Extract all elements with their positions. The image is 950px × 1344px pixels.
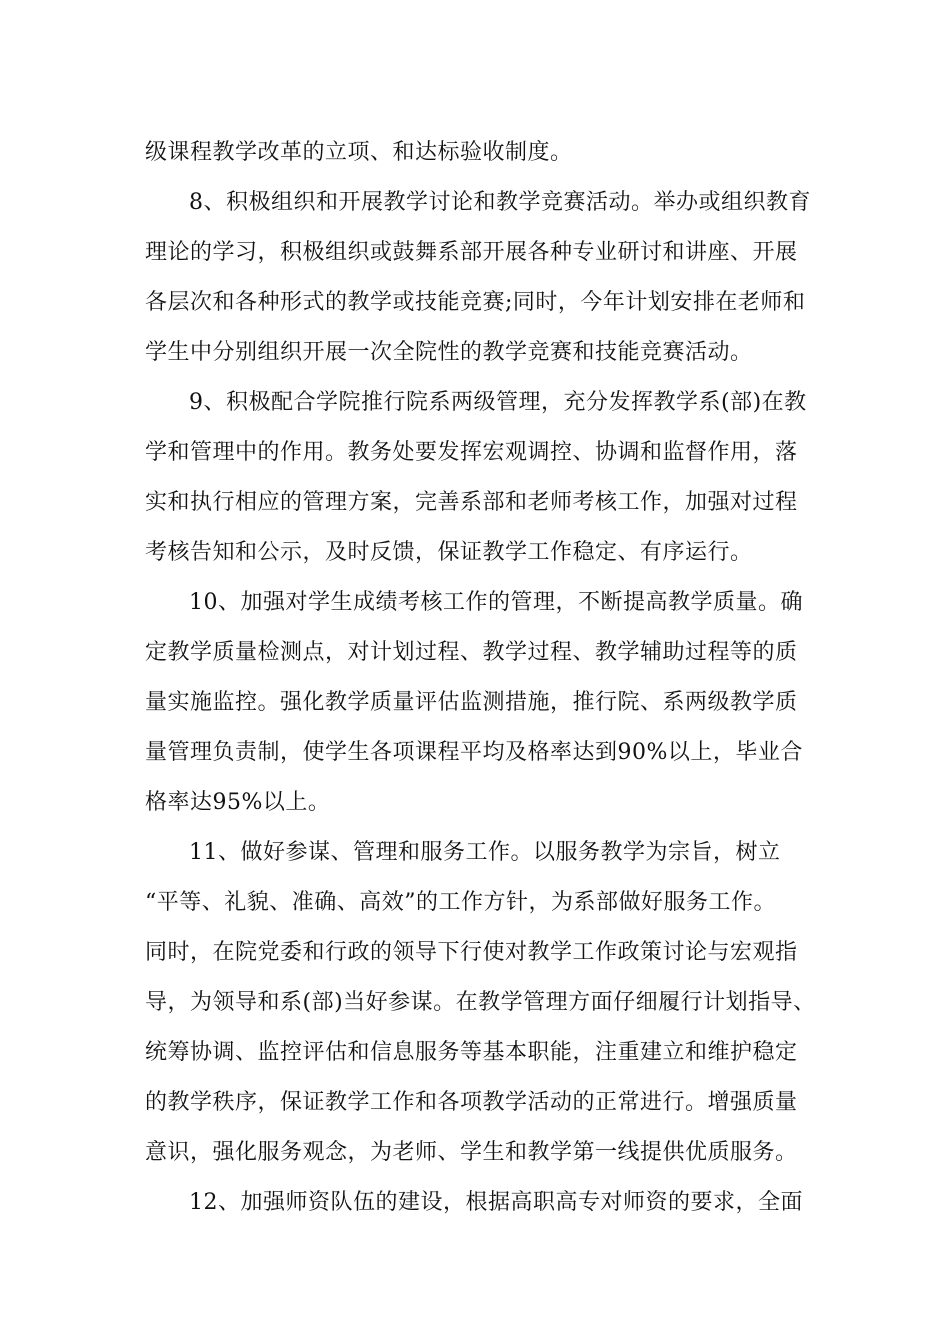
- text-line: 意识，强化服务观念，为老师、学生和教学第一线提供优质服务。: [145, 1140, 798, 1165]
- text-line: 统筹协调、监控评估和信息服务等基本职能，注重建立和维护稳定: [145, 1040, 798, 1065]
- text-line: 考核告知和公示，及时反馈，保证教学工作稳定、有序运行。: [145, 540, 753, 565]
- text-line: 同时，在院党委和行政的领导下行使对教学工作政策讨论与宏观指: [145, 940, 798, 965]
- text-line: 8、积极组织和开展教学讨论和教学竞赛活动。举办或组织教育: [189, 190, 811, 215]
- text-line: 10、加强对学生成绩考核工作的管理，不断提高教学质量。确: [189, 590, 803, 615]
- text-line: 12、加强师资队伍的建设，根据高职高专对师资的要求，全面: [189, 1190, 803, 1215]
- text-line: 格率达95%以上。: [145, 790, 331, 815]
- text-line: 量管理负责制，使学生各项课程平均及格率达到90%以上，毕业合: [145, 740, 803, 765]
- text-line: 实和执行相应的管理方案，完善系部和老师考核工作，加强对过程: [145, 490, 798, 515]
- text-line: 9、积极配合学院推行院系两级管理，充分发挥教学系(部)在教: [189, 390, 807, 415]
- text-line: 理论的学习，积极组织或鼓舞系部开展各种专业研讨和讲座、开展: [145, 240, 798, 265]
- text-line: 级课程教学改革的立项、和达标验收制度。: [145, 140, 573, 165]
- text-line: 学和管理中的作用。教务处要发挥宏观调控、协调和监督作用，落: [145, 440, 798, 465]
- text-line: 各层次和各种形式的教学或技能竞赛;同时，今年计划安排在老师和: [145, 290, 806, 315]
- text-line: 定教学质量检测点，对计划过程、教学过程、教学辅助过程等的质: [145, 640, 798, 665]
- text-line: 导，为领导和系(部)当好参谋。在教学管理方面仔细履行计划指导、: [145, 990, 816, 1015]
- text-line: 的教学秩序，保证教学工作和各项教学活动的正常进行。增强质量: [145, 1090, 798, 1115]
- text-line: 量实施监控。强化教学质量评估监测措施，推行院、系两级教学质: [145, 690, 798, 715]
- text-line: 11、做好参谋、管理和服务工作。以服务教学为宗旨，树立: [189, 840, 781, 865]
- body-text: [145, 128, 816, 1228]
- text-line: “平等、礼貌、准确、高效”的工作方针，为系部做好服务工作。: [145, 890, 776, 915]
- text-line: 学生中分别组织开展一次全院性的教学竞赛和技能竞赛活动。: [145, 340, 753, 365]
